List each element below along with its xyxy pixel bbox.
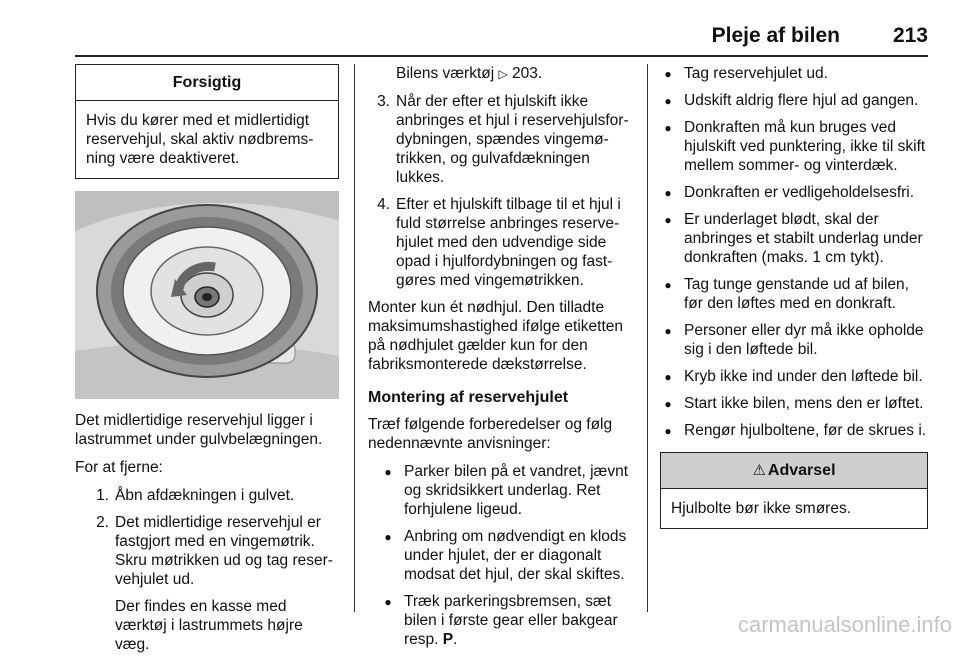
page-number: 213: [892, 24, 928, 47]
gear-p-label: P: [442, 631, 454, 648]
list-item: [87, 513, 339, 589]
bullet-text: [380, 592, 636, 649]
caution-body: Hvis du kører med et midlertidigt reservehjul, skal aktiv nødbremsning være deaktiveret.: [86, 112, 314, 167]
list-item: [660, 394, 928, 413]
bullet-text: Donkraften må kun bruges ved hjulskift ved punktering, ikke til skift mellem sommer- og vinterdæk.: [684, 119, 926, 174]
list-item: [660, 210, 928, 267]
list-item: [660, 275, 928, 313]
warning-header: [661, 453, 927, 489]
warning-title: Advarsel: [767, 462, 836, 479]
list-item: [380, 527, 636, 584]
bullet-dot-icon: ●: [664, 94, 672, 108]
step-number: 4.: [377, 196, 390, 213]
warning-box: [660, 452, 928, 529]
list-item: [380, 592, 636, 649]
column-divider-1: [354, 64, 355, 612]
bullet-dot-icon: ●: [664, 186, 672, 200]
step-number: 3.: [377, 93, 390, 110]
step-text: Åbn afdækningen i gulvet.: [115, 487, 295, 504]
bullet-text: Donkraften er vedligeholdelsesfri.: [684, 184, 915, 201]
spare-wheel-illustration: [75, 191, 339, 399]
spare-wheel-figure: [75, 191, 339, 399]
remove-paragraph: For at fjerne:: [75, 459, 163, 476]
bullet-text: Udskift aldrig flere hjul ad gangen.: [684, 92, 919, 109]
list-item: [368, 92, 636, 187]
bullet-text: Tag reservehjulet ud.: [684, 65, 828, 82]
bullet-text: Parker bilen på et vandret, jævnt og skridsikkert underlag. Ret forhjulene ligeud.: [404, 463, 629, 518]
intro-paragraph: Det midlertidige reservehjul ligger i lastrummet under gulvbelægningen.: [75, 412, 323, 448]
list-item: [660, 321, 928, 359]
column-1: [75, 64, 339, 662]
step-text: Når der efter et hjulskift ikke anbringes et hjul i reservehjulsfordybningen, spændes vingemøtrikken, og gulvafdækningen lukkes.: [396, 93, 629, 186]
bullet-text-end: .: [453, 631, 458, 648]
section-heading: Montering af reservehjulet: [368, 389, 569, 406]
tools-reference: [368, 64, 636, 84]
step-number: 1.: [96, 487, 109, 504]
page-title: Pleje af bilen: [711, 24, 840, 47]
bullet-text: Anbring om nødvendigt en klods under hjulet, der er diagonalt modsat det hjul, der skal skiftes.: [404, 528, 627, 583]
list-item: [660, 91, 928, 110]
bullet-text: Er underlaget blødt, skal der anbringes et stabilt underlag under donkraften (maks. 1 cm tykt).: [684, 211, 923, 266]
bullet-text: Tag tunge genstande ud af bilen, før den løftes med en donkraft.: [684, 276, 909, 312]
bullet-dot-icon: ●: [384, 595, 392, 609]
caution-title: Forsigtig: [76, 65, 338, 101]
bullet-dot-icon: ●: [664, 67, 672, 81]
emergency-wheel-paragraph: Monter kun ét nødhjul. Den tilladte maksimumshastighed ifølge etiketten på nødhjulet gælder kun for den fabriksmonterede dækstørrelse.: [368, 299, 624, 373]
bullet-text: Start ikke bilen, mens den er løftet.: [684, 395, 924, 412]
bullet-dot-icon: ●: [664, 424, 672, 438]
step-text: Det midlertidige reservehjul er fastgjort med en vingemøtrik. Skru møtrikken ud og tag reservehjulet ud.: [115, 514, 333, 588]
list-item: [660, 64, 928, 83]
list-item: [380, 462, 636, 519]
bullet-text: Kryb ikke ind under den løftede bil.: [684, 368, 923, 385]
bullet-text-main: Træk parkeringsbremsen, sæt bilen i første gear eller bakgear resp.: [404, 593, 618, 648]
triangle-ref-icon[interactable]: ▷: [498, 67, 508, 81]
caution-box: [75, 64, 339, 179]
bullet-dot-icon: ●: [664, 278, 672, 292]
refit-steps: [368, 92, 636, 290]
preparation-bullets: [368, 462, 636, 649]
warning-body: Hjulbolte bør ikke smøres.: [671, 500, 852, 517]
list-item: [368, 195, 636, 290]
step-2-continuation: Der findes en kasse med værktøj i lastrummets højre væg.: [115, 598, 303, 653]
list-item: [660, 421, 928, 440]
tools-reference-page[interactable]: 203.: [512, 65, 543, 82]
tools-reference-text: Bilens værktøj: [396, 65, 499, 82]
bullet-dot-icon: ●: [664, 121, 672, 135]
safety-bullets: [660, 64, 928, 440]
bullet-dot-icon: ●: [664, 324, 672, 338]
header-rule: [75, 55, 928, 57]
bullet-text: Rengør hjulboltene, før de skrues i.: [684, 422, 927, 439]
bullet-dot-icon: ●: [384, 465, 392, 479]
bullet-dot-icon: ●: [664, 397, 672, 411]
column-3: [660, 64, 928, 529]
bullet-dot-icon: ●: [664, 213, 672, 227]
preparation-paragraph: Træf følgende forberedelser og følg nedennævnte anvisninger:: [368, 416, 613, 452]
step-number: 2.: [96, 514, 109, 531]
bullet-dot-icon: ●: [384, 530, 392, 544]
list-item: [660, 183, 928, 202]
bullet-text: Personer eller dyr må ikke opholde sig i den løftede bil.: [684, 322, 924, 358]
warning-triangle-icon: ⚠: [752, 462, 766, 479]
list-item: [87, 486, 339, 505]
remove-steps: [75, 486, 339, 589]
list-item: [660, 367, 928, 386]
bullet-dot-icon: ●: [664, 370, 672, 384]
list-item: [660, 118, 928, 175]
step-text: Efter et hjulskift tilbage til et hjul i fuld størrelse anbringes reservehjulet med den udvendige side opad i hjulfordybningen og fastgøres med vingemøtrikken.: [396, 196, 621, 289]
column-2: [368, 64, 636, 657]
column-divider-2: [647, 64, 648, 612]
watermark: carmanualsonline.info: [737, 612, 952, 637]
